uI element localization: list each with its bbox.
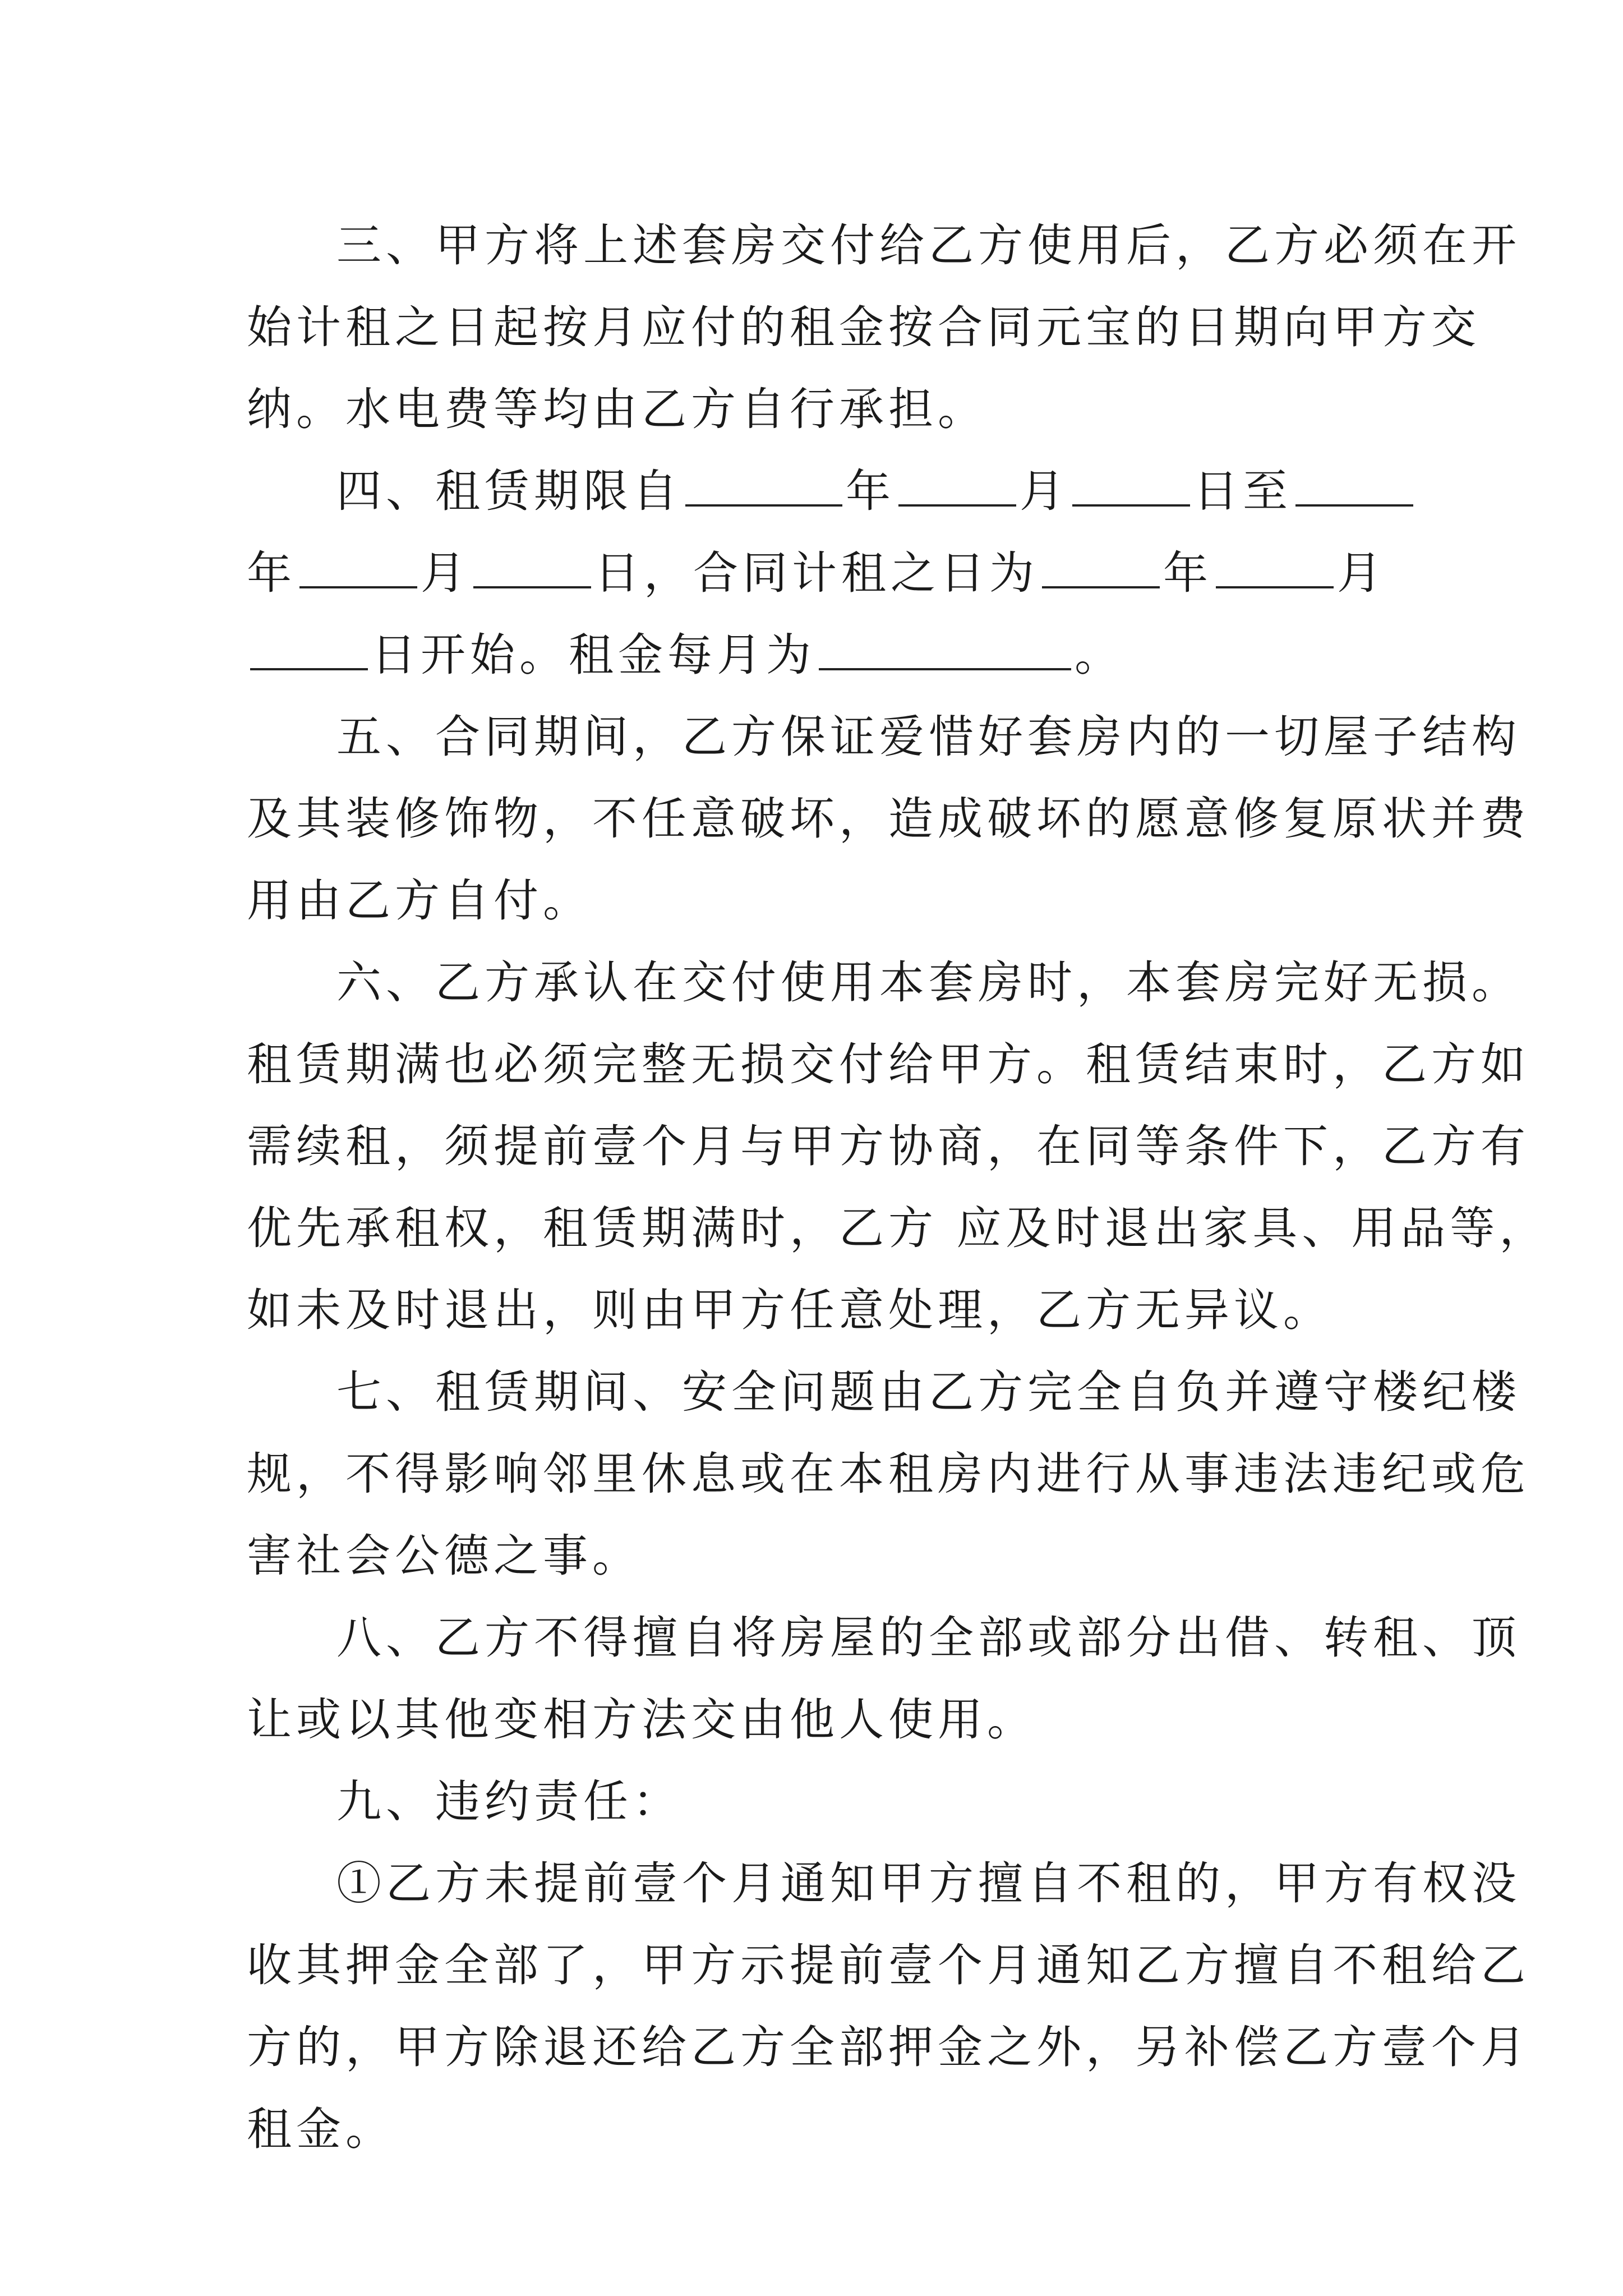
- para3-line1: 三、甲方将上述套房交付给乙方使用后，乙方必须在开: [336, 219, 1521, 272]
- para7-line2: 规，不得影响邻里休息或在本租房内进行从事违法违纪或危: [247, 1448, 1530, 1500]
- para3-line3: 纳。水电费等均由乙方自行承担。: [247, 383, 987, 435]
- blank-rent-start-month[interactable]: [1216, 538, 1334, 588]
- para6-line2: 租赁期满也必须完整无损交付给甲方。租赁结束时，乙方如: [247, 1038, 1530, 1091]
- para4-line2: [247, 532, 1391, 614]
- para9-line1: 九、违约责任：: [336, 1775, 682, 1828]
- para4-text: 年: [846, 465, 895, 517]
- para8-line2: 让或以其他变相方法交由他人使用。: [247, 1694, 1036, 1746]
- para4-text: 。: [1075, 629, 1124, 681]
- document-body: [247, 205, 1549, 2170]
- blank-start-day[interactable]: [1072, 456, 1190, 507]
- blank-end-day[interactable]: [473, 538, 591, 588]
- para4-text: 日至: [1193, 465, 1292, 517]
- para4-text: 年: [247, 547, 296, 599]
- clause1-line3: 方的，甲方除退还给乙方全部押金之外，另补偿乙方壹个月: [247, 2021, 1530, 2073]
- blank-start-year[interactable]: [685, 456, 842, 507]
- para6-line3: 需续租，须提前壹个月与甲方协商，在同等条件下，乙方有: [247, 1120, 1530, 1172]
- para4-text: 月: [421, 547, 470, 599]
- para6-line1: 六、乙方承认在交付使用本套房时，本套房完好无损。: [336, 956, 1521, 1009]
- para3-line2: 始计租之日起按月应付的租金按合同元宝的日期向甲方交: [247, 301, 1481, 353]
- para5-line3: 用由乙方自付。: [247, 875, 592, 927]
- para6-line4: 优先承租权，租赁期满时，乙方 应及时退出家具、用品等，: [247, 1202, 1549, 1254]
- para4-text: 日开始。租金每月为: [371, 629, 815, 681]
- para7-line1: 七、租赁期间、安全问题由乙方完全自负并遵守楼纪楼: [336, 1366, 1521, 1418]
- para4-text: 年: [1163, 547, 1212, 599]
- para4-text: 月: [1337, 547, 1386, 599]
- para8-line1: 八、乙方不得擅自将房屋的全部或部分出借、转租、顶: [336, 1612, 1521, 1664]
- blank-monthly-rent[interactable]: [819, 620, 1071, 670]
- clause1-line2: 收其押金全部了，甲方示提前壹个月通知乙方擅自不租给乙: [247, 1939, 1530, 1991]
- clause1-line4: 租金。: [247, 2103, 395, 2155]
- clause1-line1: ①乙方未提前壹个月通知甲方擅自不租的，甲方有权没: [336, 1857, 1521, 1910]
- para5-line1: 五、合同期间，乙方保证爱惜好套房内的一切屋子结构: [336, 711, 1521, 763]
- para7-line3: 害社会公德之事。: [247, 1530, 642, 1582]
- para5-line2: 及其装修饰物，不任意破坏，造成破坏的愿意修复原状并费: [247, 793, 1530, 845]
- para4-line1: [247, 450, 1391, 532]
- para4-text: 日，合同计租之日为: [594, 547, 1039, 599]
- para4-text: 四、租赁期限自: [336, 465, 682, 517]
- para4-text: 月: [1020, 465, 1069, 517]
- blank-start-month[interactable]: [898, 456, 1016, 507]
- para4-line3: [247, 614, 1391, 696]
- blank-end-month[interactable]: [299, 538, 417, 588]
- blank-rent-start-day[interactable]: [250, 620, 368, 670]
- para6-line5: 如未及时退出，则由甲方任意处理，乙方无异议。: [247, 1284, 1332, 1336]
- blank-rent-start-year[interactable]: [1042, 538, 1160, 588]
- blank-end-year[interactable]: [1295, 456, 1413, 507]
